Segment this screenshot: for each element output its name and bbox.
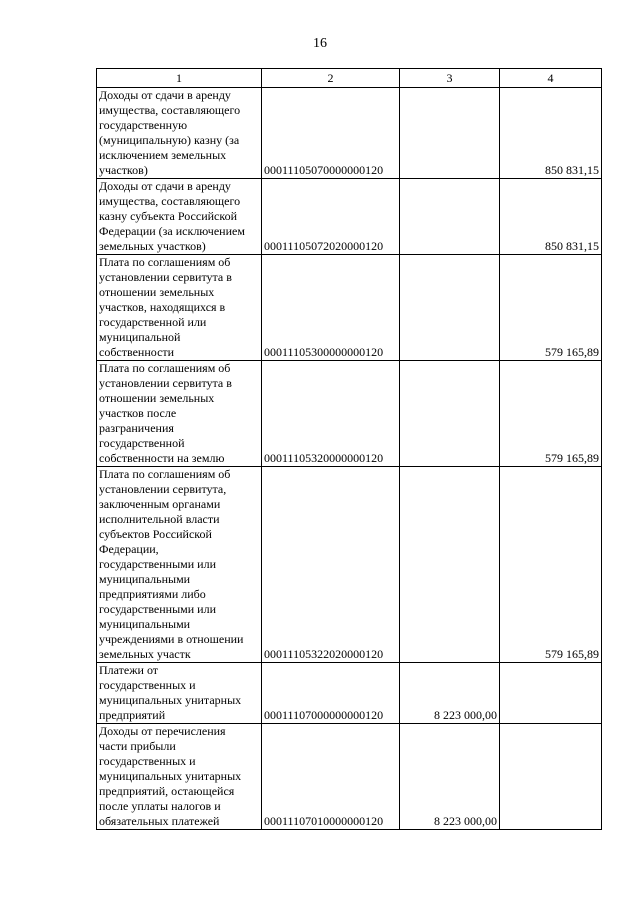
- income-name-line: участков, находящихся в: [99, 300, 226, 314]
- income-name-line: исключением земельных: [99, 148, 227, 162]
- income-name-line: Доходы от сдачи в аренду: [99, 179, 231, 193]
- income-name-line: государственной или: [99, 315, 207, 329]
- income-name-line: части прибыли: [99, 739, 176, 753]
- income-name-line: Федерации (за исключением: [99, 224, 245, 238]
- code-cell: 00011105072020000120: [262, 179, 400, 255]
- income-name-line: участков): [99, 163, 148, 177]
- amount-col3-cell: 8 223 000,00: [400, 663, 500, 724]
- table-row: [97, 724, 602, 830]
- income-name-line: предприятий: [99, 708, 166, 722]
- amount-col3-cell: [400, 179, 500, 255]
- column-header: 1: [97, 69, 262, 88]
- income-name-line: Плата по соглашениям об: [99, 361, 231, 375]
- table-row: [97, 88, 602, 179]
- header-row: [97, 69, 602, 88]
- income-name-line: имущества, составляющего: [99, 194, 241, 208]
- income-name-cell: [97, 663, 262, 724]
- budget-table: [96, 68, 602, 830]
- income-name-line: участков после: [99, 406, 177, 420]
- table-row: [97, 255, 602, 361]
- code-cell: 00011105320000000120: [262, 361, 400, 467]
- table-body: [97, 88, 602, 830]
- income-name-line: учреждениями в отношении: [99, 632, 244, 646]
- code-cell: 00011105070000000120: [262, 88, 400, 179]
- table-row: [97, 663, 602, 724]
- income-name-line: (муниципальную) казну (за: [99, 133, 240, 147]
- income-name-line: Платежи от: [99, 663, 159, 677]
- income-name-line: государственную: [99, 118, 188, 132]
- income-name-line: Федерации,: [99, 542, 159, 556]
- column-header: 2: [262, 69, 400, 88]
- income-name-line: субъектов Российской: [99, 527, 212, 541]
- amount-col3-cell: [400, 467, 500, 663]
- income-name-line: казну субъекта Российской: [99, 209, 238, 223]
- income-name-cell: [97, 724, 262, 830]
- income-name-line: собственности на землю: [99, 451, 225, 465]
- amount-col3-cell: 8 223 000,00: [400, 724, 500, 830]
- income-name-line: государственными или: [99, 602, 217, 616]
- page-number: 16: [313, 36, 327, 51]
- income-name-line: собственности: [99, 345, 175, 359]
- income-name-line: государственных и: [99, 678, 196, 692]
- income-name-line: муниципальными: [99, 572, 191, 586]
- income-name-cell: [97, 179, 262, 255]
- income-name-line: исполнительной власти: [99, 512, 220, 526]
- income-name-line: предприятий, остающейся: [99, 784, 235, 798]
- code-cell: 00011105300000000120: [262, 255, 400, 361]
- income-name-line: государственной: [99, 436, 185, 450]
- income-name-line: отношении земельных: [99, 391, 215, 405]
- amount-col4-cell: 579 165,89: [500, 467, 602, 663]
- income-name-line: после уплаты налогов и: [99, 799, 221, 813]
- code-cell: 00011107010000000120: [262, 724, 400, 830]
- amount-col4-cell: 579 165,89: [500, 255, 602, 361]
- amount-col4-cell: 579 165,89: [500, 361, 602, 467]
- income-name-line: установлении сервитута в: [99, 376, 232, 390]
- column-header: 3: [400, 69, 500, 88]
- income-name-line: государственных и: [99, 754, 196, 768]
- income-name-line: муниципальной: [99, 330, 181, 344]
- amount-col4-cell: 850 831,15: [500, 179, 602, 255]
- income-name-line: государственными или: [99, 557, 217, 571]
- income-name-line: муниципальных унитарных: [99, 693, 242, 707]
- income-name-line: установлении сервитута,: [99, 482, 227, 496]
- income-name-line: земельных участк: [99, 647, 191, 661]
- income-name-cell: [97, 361, 262, 467]
- table-row: [97, 361, 602, 467]
- income-name-line: разграничения: [99, 421, 174, 435]
- amount-col4-cell: [500, 663, 602, 724]
- table-row: [97, 179, 602, 255]
- code-cell: 00011105322020000120: [262, 467, 400, 663]
- income-name-line: обязательных платежей: [99, 814, 220, 828]
- income-name-line: муниципальными: [99, 617, 191, 631]
- table-row: [97, 467, 602, 663]
- income-name-line: Плата по соглашениям об: [99, 255, 231, 269]
- amount-col3-cell: [400, 255, 500, 361]
- amount-col4-cell: 850 831,15: [500, 88, 602, 179]
- amount-col3-cell: [400, 361, 500, 467]
- code-cell: 00011107000000000120: [262, 663, 400, 724]
- income-name-line: заключенным органами: [99, 497, 221, 511]
- income-name-line: Доходы от перечисления: [99, 724, 226, 738]
- income-name-line: земельных участков): [99, 239, 206, 253]
- income-name-line: установлении сервитута в: [99, 270, 232, 284]
- income-name-line: Доходы от сдачи в аренду: [99, 88, 231, 102]
- income-name-line: муниципальных унитарных: [99, 769, 242, 783]
- amount-col3-cell: [400, 88, 500, 179]
- income-name-line: Плата по соглашениям об: [99, 467, 231, 481]
- income-name-line: имущества, составляющего: [99, 103, 241, 117]
- income-name-line: предприятиями либо: [99, 587, 206, 601]
- income-name-line: отношении земельных: [99, 285, 215, 299]
- amount-col4-cell: [500, 724, 602, 830]
- column-header: 4: [500, 69, 602, 88]
- income-name-cell: [97, 88, 262, 179]
- income-name-cell: [97, 255, 262, 361]
- income-name-cell: [97, 467, 262, 663]
